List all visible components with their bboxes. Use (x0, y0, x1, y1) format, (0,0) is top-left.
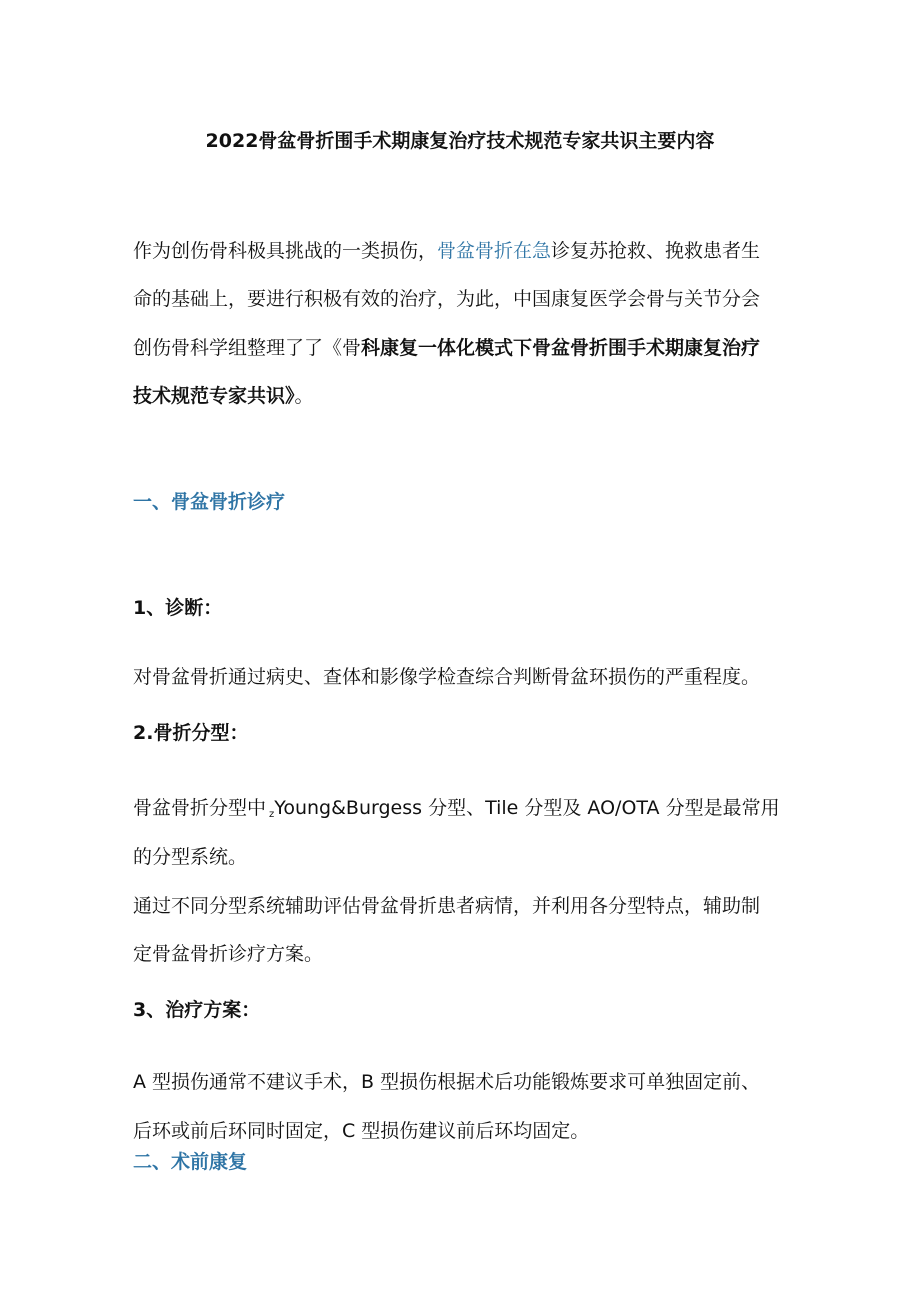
intro-text: 诊复苏抢救、挽救患者生 (551, 240, 761, 262)
intro-line-3 (133, 335, 760, 361)
classification-line-2: 的分型系统。 (133, 846, 248, 868)
diagnosis-text: 对骨盆骨折通过病史、查体和影像学检查综合判断骨盆环损伤的严重程度。 (133, 666, 761, 688)
intro-bold-title: 技术规范专家共识》 (133, 385, 295, 407)
treatment-line-1: A 型损伤通常不建议手术，B 型损伤根据术后功能锻炼要求可单独固定前、 (133, 1071, 761, 1093)
section-heading-preop-rehab: 二、术前康复 (133, 1151, 248, 1173)
subscript-mark: z (269, 809, 275, 820)
intro-line-1 (133, 238, 760, 264)
intro-line-2: 命的基础上，要进行积极有效的治疗，为此，中国康复医学会骨与关节分会 (133, 288, 761, 310)
intro-link[interactable]: 骨盆骨折在急 (437, 240, 552, 262)
classification-text: 骨盆骨折分型中 (133, 797, 267, 819)
classification-text: Young&Burgess 分型、Tile 分型及 AO/OTA 分型是最常用 (274, 797, 780, 819)
classification-line-4: 定骨盆骨折诊疗方案。 (133, 943, 324, 965)
intro-text: 作为创伤骨科极具挑战的一类损伤， (133, 240, 438, 262)
intro-bold-title: 科康复一体化模式下骨盆骨折围手术期康复治疗 (361, 337, 761, 359)
subheading-diagnosis: 1、诊断： (133, 597, 223, 619)
section-heading-diagnosis-treatment: 一、骨盆骨折诊疗 (133, 491, 286, 513)
subheading-treatment: 3、治疗方案： (133, 999, 261, 1021)
subheading-classification: 2.骨折分型： (133, 722, 249, 744)
intro-text: 。 (294, 385, 314, 407)
classification-line-1 (133, 795, 780, 828)
treatment-line-2: 后环或前后环同时固定，C 型损伤建议前后环均固定。 (133, 1120, 590, 1142)
intro-line-4 (133, 383, 314, 409)
classification-line-3: 通过不同分型系统辅助评估骨盆骨折患者病情，并利用各分型特点，辅助制 (133, 895, 761, 917)
intro-text: 创伤骨科学组整理了了《骨 (133, 337, 362, 359)
page-title: 2022骨盆骨折围手术期康复治疗技术规范专家共识主要内容 (205, 130, 715, 152)
